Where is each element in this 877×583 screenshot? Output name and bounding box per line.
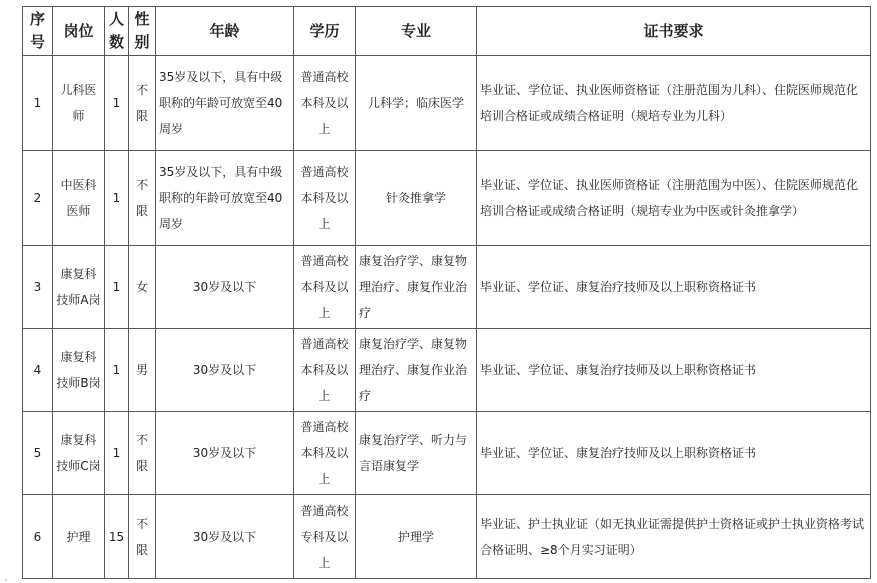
cell-major: 康复治疗学、康复物理治疗、康复作业治疗 bbox=[356, 329, 477, 412]
cell-education: 普通高校本科及以上 bbox=[294, 246, 356, 329]
cell-gender: 不限 bbox=[129, 151, 156, 246]
cell-seq: 2 bbox=[23, 151, 53, 246]
cell-certs: 毕业证、学位证、执业医师资格证（注册范围为中医）、住院医师规范化培训合格证或成绩合格证明（规培专业为中医或针灸推拿学） bbox=[477, 151, 871, 246]
cell-position: 康复科技师A岗 bbox=[53, 246, 105, 329]
header-major: 专业 bbox=[356, 7, 477, 56]
cell-seq: 6 bbox=[23, 495, 53, 579]
cell-seq: 4 bbox=[23, 329, 53, 412]
cell-certs: 毕业证、学位证、康复治疗技师及以上职称资格证书 bbox=[477, 412, 871, 495]
cell-count: 1 bbox=[105, 246, 129, 329]
cell-certs: 毕业证、学位证、执业医师资格证（注册范围为儿科）、住院医师规范化培训合格证或成绩合格证明（规培专业为儿科） bbox=[477, 56, 871, 151]
cell-seq: 1 bbox=[23, 56, 53, 151]
cell-major: 康复治疗学、康复物理治疗、康复作业治疗 bbox=[356, 246, 477, 329]
cell-education: 普通高校本科及以上 bbox=[294, 412, 356, 495]
cell-major: 康复治疗学、听力与言语康复学 bbox=[356, 412, 477, 495]
cell-seq: 5 bbox=[23, 412, 53, 495]
cell-education: 普通高校本科及以上 bbox=[294, 56, 356, 151]
corner-mark: 、 bbox=[4, 573, 14, 583]
cell-major: 儿科学；临床医学 bbox=[356, 56, 477, 151]
cell-education: 普通高校本科及以上 bbox=[294, 151, 356, 246]
table-row bbox=[23, 246, 871, 329]
cell-position: 康复科技师C岗 bbox=[53, 412, 105, 495]
header-seq: 序号 bbox=[23, 7, 53, 56]
table-row bbox=[23, 495, 871, 579]
cell-education: 普通高校专科及以上 bbox=[294, 495, 356, 579]
cell-age: 30岁及以下 bbox=[156, 329, 294, 412]
cell-age: 35岁及以下，具有中级职称的年龄可放宽至40周岁 bbox=[156, 151, 294, 246]
cell-position: 护理 bbox=[53, 495, 105, 579]
cell-age: 30岁及以下 bbox=[156, 246, 294, 329]
cell-age: 35岁及以下，具有中级职称的年龄可放宽至40周岁 bbox=[156, 56, 294, 151]
recruitment-table bbox=[22, 6, 871, 579]
cell-position: 康复科技师B岗 bbox=[53, 329, 105, 412]
cell-gender: 不限 bbox=[129, 56, 156, 151]
cell-certs: 毕业证、护士执业证（如无执业证需提供护士资格证或护士执业资格考试合格证明、≥8个月实习证明） bbox=[477, 495, 871, 579]
table-row bbox=[23, 329, 871, 412]
cell-gender: 女 bbox=[129, 246, 156, 329]
cell-major: 针灸推拿学 bbox=[356, 151, 477, 246]
cell-gender: 男 bbox=[129, 329, 156, 412]
cell-gender: 不限 bbox=[129, 495, 156, 579]
header-age: 年龄 bbox=[156, 7, 294, 56]
table-row bbox=[23, 56, 871, 151]
cell-major: 护理学 bbox=[356, 495, 477, 579]
header-count: 人数 bbox=[105, 7, 129, 56]
cell-count: 1 bbox=[105, 56, 129, 151]
cell-position: 儿科医师 bbox=[53, 56, 105, 151]
cell-count: 1 bbox=[105, 151, 129, 246]
header-certs: 证书要求 bbox=[477, 7, 871, 56]
cell-count: 1 bbox=[105, 412, 129, 495]
cell-education: 普通高校本科及以上 bbox=[294, 329, 356, 412]
header-gender: 性别 bbox=[129, 7, 156, 56]
header-education: 学历 bbox=[294, 7, 356, 56]
cell-count: 15 bbox=[105, 495, 129, 579]
cell-age: 30岁及以下 bbox=[156, 412, 294, 495]
cell-seq: 3 bbox=[23, 246, 53, 329]
table-row bbox=[23, 151, 871, 246]
cell-age: 30岁及以下 bbox=[156, 495, 294, 579]
header-position: 岗位 bbox=[53, 7, 105, 56]
table-row bbox=[23, 412, 871, 495]
cell-position: 中医科医师 bbox=[53, 151, 105, 246]
cell-count: 1 bbox=[105, 329, 129, 412]
table-header-row bbox=[23, 7, 871, 56]
cell-certs: 毕业证、学位证、康复治疗技师及以上职称资格证书 bbox=[477, 246, 871, 329]
cell-certs: 毕业证、学位证、康复治疗技师及以上职称资格证书 bbox=[477, 329, 871, 412]
cell-gender: 不限 bbox=[129, 412, 156, 495]
